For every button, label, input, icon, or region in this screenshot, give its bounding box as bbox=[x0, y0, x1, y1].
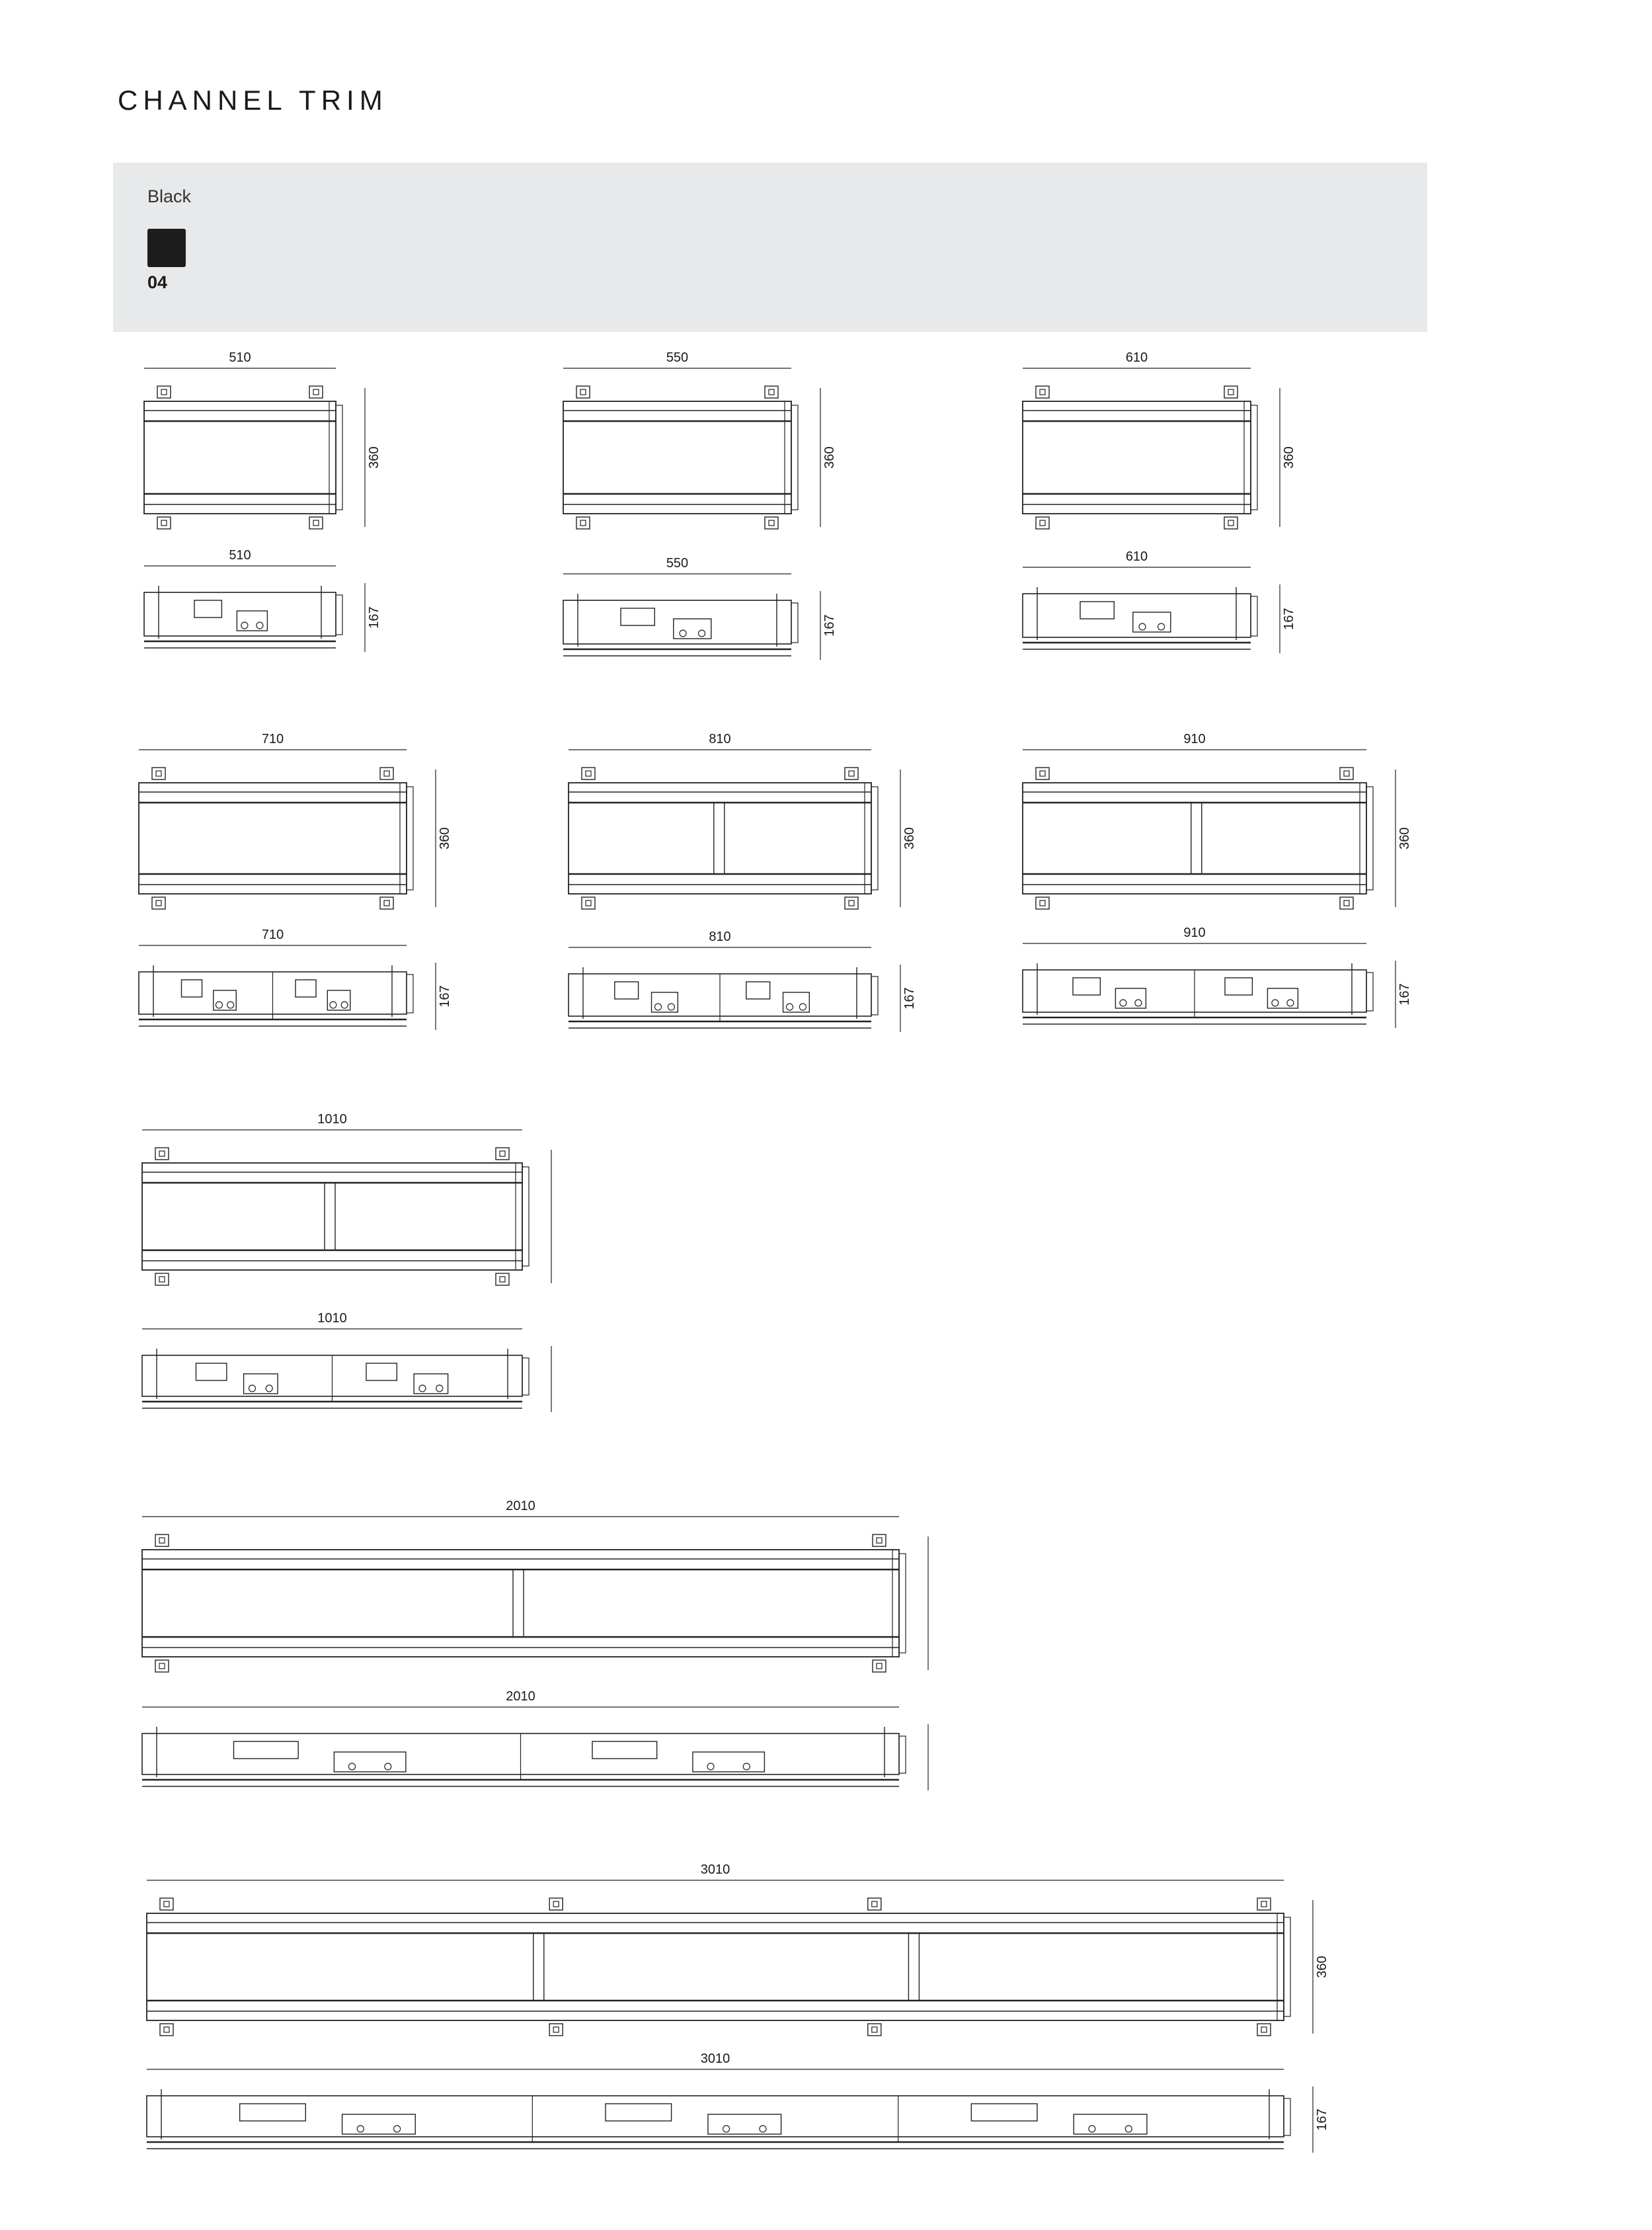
drawing-hole bbox=[680, 630, 686, 637]
drawing-hole bbox=[1139, 623, 1146, 630]
dimension-width-label: 2010 bbox=[506, 1689, 535, 1704]
drawing-rect bbox=[496, 1273, 509, 1285]
dimension-height-label: 360 bbox=[1282, 446, 1296, 469]
top-view-2010 bbox=[142, 1499, 928, 1672]
drawing-rect bbox=[871, 787, 878, 890]
top-view-610 bbox=[1023, 350, 1296, 529]
drawing-hole bbox=[394, 2126, 401, 2132]
drawing-rect bbox=[1257, 2024, 1271, 2036]
drawing-rect bbox=[1284, 1917, 1290, 2016]
drawing-rect bbox=[871, 976, 878, 1015]
drawing-hole bbox=[249, 1385, 255, 1392]
finish-code: 04 bbox=[147, 272, 168, 292]
dimension-height-label: 360 bbox=[438, 827, 452, 850]
drawing-rect bbox=[164, 2027, 169, 2032]
drawing-rect bbox=[139, 783, 407, 894]
drawing-hole bbox=[743, 1763, 750, 1770]
drawing-rect bbox=[674, 619, 711, 639]
drawing-rect bbox=[868, 2024, 881, 2036]
drawing-rect bbox=[849, 771, 854, 776]
drawing-rect bbox=[156, 900, 161, 906]
drawing-rect bbox=[1074, 2114, 1147, 2134]
drawing-rect bbox=[621, 608, 654, 625]
top-view-1010 bbox=[142, 1112, 551, 1285]
drawing-rect bbox=[161, 520, 167, 526]
drawing-rect bbox=[147, 2096, 1284, 2137]
drawing-rect bbox=[1080, 602, 1114, 619]
drawing-hole bbox=[1089, 2126, 1095, 2132]
side-view-3010 bbox=[147, 2051, 1329, 2153]
dimension-height-label: 360 bbox=[902, 827, 917, 850]
drawing-rect bbox=[606, 2104, 672, 2121]
drawing-hole bbox=[266, 1385, 272, 1392]
dimension-width-label: 810 bbox=[709, 930, 731, 944]
drawing-rect bbox=[1366, 973, 1373, 1011]
dimension-width-label: 610 bbox=[1125, 350, 1148, 365]
drawing-rect bbox=[586, 771, 591, 776]
drawing-rect bbox=[1228, 389, 1234, 395]
drawing-hole bbox=[419, 1385, 426, 1392]
drawing-rect bbox=[615, 982, 639, 999]
drawing-rect bbox=[384, 900, 389, 906]
dimension-height-label: 360 bbox=[1397, 827, 1412, 850]
drawing-rect bbox=[746, 982, 770, 999]
drawing-rect bbox=[769, 389, 774, 395]
drawing-rect bbox=[971, 2104, 1037, 2121]
drawing-rect bbox=[313, 520, 319, 526]
dimension-height-label: 167 bbox=[438, 985, 452, 1008]
drawing-rect bbox=[160, 1898, 173, 1910]
drawing-rect bbox=[576, 517, 590, 529]
top-view-810 bbox=[569, 732, 917, 909]
drawing-hole bbox=[241, 622, 248, 629]
drawing-rect bbox=[1115, 988, 1146, 1008]
drawing-rect bbox=[899, 1554, 906, 1653]
top-view-710 bbox=[139, 732, 452, 909]
drawing-hole bbox=[668, 1004, 674, 1010]
drawing-rect bbox=[1261, 1901, 1267, 1907]
drawing-rect bbox=[159, 1663, 165, 1669]
side-view-710 bbox=[139, 928, 452, 1030]
drawing-rect bbox=[152, 897, 165, 909]
drawing-hole bbox=[216, 1002, 222, 1008]
drawing-hole bbox=[760, 2126, 766, 2132]
drawing-rect bbox=[1040, 389, 1045, 395]
drawing-rect bbox=[1344, 900, 1349, 906]
drawing-rect bbox=[592, 1741, 657, 1759]
drawing-rect bbox=[342, 2114, 416, 2134]
drawing-rect bbox=[522, 1358, 529, 1395]
drawing-rect bbox=[1284, 2098, 1290, 2135]
drawing-rect bbox=[1023, 594, 1251, 637]
side-view-510 bbox=[144, 548, 381, 652]
dimension-height-label: 360 bbox=[1315, 1956, 1329, 1978]
drawing-rect bbox=[1023, 783, 1366, 894]
drawing-rect bbox=[877, 1538, 882, 1543]
drawing-rect bbox=[1344, 771, 1349, 776]
dimension-width-label: 3010 bbox=[700, 1862, 730, 1877]
drawing-rect bbox=[159, 1151, 165, 1156]
drawing-hole bbox=[786, 1004, 793, 1010]
drawing-hole bbox=[707, 1763, 714, 1770]
drawing-hole bbox=[357, 2126, 364, 2132]
drawing-rect bbox=[182, 980, 202, 997]
drawing-hole bbox=[349, 1763, 356, 1770]
drawing-rect bbox=[336, 405, 342, 510]
side-view-810 bbox=[569, 930, 917, 1032]
dimension-width-label: 3010 bbox=[700, 2051, 730, 2066]
top-view-910 bbox=[1023, 732, 1412, 909]
drawing-hole bbox=[1158, 623, 1165, 630]
side-view-910 bbox=[1023, 926, 1412, 1028]
drawing-rect bbox=[582, 768, 595, 779]
drawing-rect bbox=[240, 2104, 306, 2121]
dimension-width-label: 2010 bbox=[506, 1499, 535, 1513]
side-view-610 bbox=[1023, 549, 1296, 653]
drawing-rect bbox=[155, 1660, 169, 1672]
drawing-rect bbox=[522, 1167, 529, 1266]
finish-label: Black bbox=[147, 186, 192, 206]
dimension-height-label: 167 bbox=[1397, 983, 1412, 1006]
drawing-rect bbox=[159, 1538, 165, 1543]
drawing-rect bbox=[899, 1736, 906, 1773]
drawing-rect bbox=[160, 2024, 173, 2036]
drawing-rect bbox=[295, 980, 316, 997]
drawing-rect bbox=[155, 1148, 169, 1160]
drawing-rect bbox=[791, 603, 798, 643]
drawing-hole bbox=[1272, 1000, 1278, 1006]
drawing-rect bbox=[1224, 517, 1238, 529]
top-view-510 bbox=[144, 350, 381, 529]
dimension-height-label: 360 bbox=[367, 446, 381, 469]
drawing-rect bbox=[380, 768, 393, 779]
dimension-height-label: 360 bbox=[822, 446, 837, 469]
drawing-hole bbox=[1287, 1000, 1294, 1006]
drawing-rect bbox=[142, 1163, 522, 1270]
drawing-rect bbox=[1036, 517, 1049, 529]
drawing-rect bbox=[144, 592, 336, 636]
drawing-rect bbox=[414, 1374, 448, 1394]
drawing-rect bbox=[156, 771, 161, 776]
dimension-width-label: 550 bbox=[666, 350, 689, 365]
drawing-rect bbox=[496, 1148, 509, 1160]
dimension-width-label: 1010 bbox=[317, 1112, 347, 1127]
drawing-rect bbox=[849, 900, 854, 906]
drawing-hole bbox=[330, 1002, 336, 1008]
drawing-rect bbox=[1224, 386, 1238, 398]
drawing-rect bbox=[164, 1901, 169, 1907]
drawing-rect bbox=[1251, 405, 1257, 510]
drawing-rect bbox=[1366, 787, 1373, 890]
drawing-rect bbox=[877, 1663, 882, 1669]
drawing-rect bbox=[336, 595, 342, 635]
drawing-rect bbox=[563, 401, 791, 514]
drawing-hole bbox=[1125, 2126, 1132, 2132]
drawing-rect bbox=[549, 2024, 563, 2036]
top-view-3010 bbox=[147, 1862, 1329, 2036]
drawing-rect bbox=[152, 768, 165, 779]
drawing-hole bbox=[723, 2126, 730, 2132]
drawing-rect bbox=[155, 1534, 169, 1546]
drawing-rect bbox=[161, 389, 167, 395]
drawing-rect bbox=[868, 1898, 881, 1910]
drawing-rect bbox=[1261, 2027, 1267, 2032]
drawing-rect bbox=[234, 1741, 299, 1759]
drawing-rect bbox=[384, 771, 389, 776]
drawing-hole bbox=[385, 1763, 391, 1770]
drawing-rect bbox=[1073, 978, 1100, 995]
drawing-rect bbox=[873, 1534, 886, 1546]
drawing-rect bbox=[580, 389, 586, 395]
drawing-rect bbox=[765, 386, 778, 398]
drawing-rect bbox=[845, 768, 858, 779]
drawing-rect bbox=[765, 517, 778, 529]
drawing-rect bbox=[1267, 988, 1298, 1008]
drawing-rect bbox=[500, 1277, 505, 1282]
drawing-rect bbox=[1340, 768, 1353, 779]
dimension-width-label: 910 bbox=[1183, 732, 1206, 746]
drawing-rect bbox=[1040, 520, 1045, 526]
drawing-rect bbox=[155, 1273, 169, 1285]
dimension-width-label: 510 bbox=[229, 548, 251, 563]
dimension-width-label: 810 bbox=[709, 732, 731, 746]
drawing-hole bbox=[1135, 1000, 1142, 1006]
drawing-rect bbox=[1225, 978, 1252, 995]
drawing-rect bbox=[380, 897, 393, 909]
top-view-550 bbox=[563, 350, 837, 529]
drawing-rect bbox=[845, 897, 858, 909]
dimension-width-label: 510 bbox=[229, 350, 251, 365]
drawing-rect bbox=[580, 520, 586, 526]
drawing-rect bbox=[769, 520, 774, 526]
drawing-rect bbox=[194, 600, 221, 617]
drawing-hole bbox=[1120, 1000, 1126, 1006]
side-view-2010 bbox=[142, 1689, 928, 1790]
drawing-rect bbox=[1036, 897, 1049, 909]
drawing-rect bbox=[1040, 771, 1045, 776]
drawing-hole bbox=[654, 1004, 661, 1010]
drawing-rect bbox=[708, 2114, 781, 2134]
dimension-width-label: 610 bbox=[1125, 549, 1148, 564]
drawing-rect bbox=[144, 401, 336, 514]
drawing-rect bbox=[147, 1913, 1284, 2020]
dimension-height-label: 167 bbox=[1282, 608, 1296, 630]
dimension-height-label: 167 bbox=[902, 987, 917, 1010]
dimension-width-label: 910 bbox=[1183, 926, 1206, 940]
side-view-1010 bbox=[142, 1311, 551, 1412]
drawing-rect bbox=[244, 1374, 278, 1394]
drawing-rect bbox=[586, 900, 591, 906]
drawing-rect bbox=[1251, 596, 1257, 636]
drawing-hole bbox=[256, 622, 263, 629]
drawing-rect bbox=[334, 1752, 406, 1772]
page-title: CHANNEL TRIM bbox=[118, 85, 388, 116]
dimension-width-label: 710 bbox=[261, 732, 284, 746]
drawing-rect bbox=[366, 1363, 397, 1380]
drawing-hole bbox=[699, 630, 705, 637]
drawing-rect bbox=[196, 1363, 227, 1380]
drawing-rect bbox=[159, 1277, 165, 1282]
drawing-rect bbox=[1340, 897, 1353, 909]
drawing-rect bbox=[407, 975, 413, 1013]
drawing-rect bbox=[872, 1901, 877, 1907]
drawing-rect bbox=[309, 386, 323, 398]
drawing-rect bbox=[309, 517, 323, 529]
drawing-rect bbox=[1040, 900, 1045, 906]
drawing-rect bbox=[407, 787, 413, 890]
dimension-width-label: 550 bbox=[666, 556, 689, 571]
dimension-height-label: 167 bbox=[1315, 2108, 1329, 2131]
drawing-rect bbox=[549, 1898, 563, 1910]
drawing-hole bbox=[341, 1002, 348, 1008]
drawing-rect bbox=[576, 386, 590, 398]
drawing-rect bbox=[791, 405, 798, 510]
drawing-rect bbox=[569, 783, 871, 894]
drawing-rect bbox=[500, 1151, 505, 1156]
drawing-rect bbox=[582, 897, 595, 909]
drawing-rect bbox=[693, 1752, 765, 1772]
drawing-rect bbox=[1036, 768, 1049, 779]
drawing-rect bbox=[1228, 520, 1234, 526]
drawing-hole bbox=[227, 1002, 234, 1008]
drawing-rect bbox=[563, 600, 791, 644]
dimension-width-label: 710 bbox=[261, 928, 284, 942]
drawing-rect bbox=[237, 611, 267, 631]
drawing-rect bbox=[1036, 386, 1049, 398]
drawing-hole bbox=[436, 1385, 443, 1392]
drawing-rect bbox=[157, 517, 171, 529]
side-view-550 bbox=[563, 556, 837, 660]
drawing-rect bbox=[1257, 1898, 1271, 1910]
drawing-rect bbox=[872, 2027, 877, 2032]
drawing-rect bbox=[1023, 401, 1251, 514]
drawing-rect bbox=[157, 386, 171, 398]
drawing-rect bbox=[873, 1660, 886, 1672]
drawing-hole bbox=[799, 1004, 806, 1010]
drawing-rect bbox=[553, 2027, 559, 2032]
dimension-height-label: 167 bbox=[822, 614, 837, 637]
drawing-rect bbox=[142, 1550, 899, 1657]
drawing-rect bbox=[1133, 612, 1171, 632]
dimension-width-label: 1010 bbox=[317, 1311, 347, 1326]
dimension-height-label: 167 bbox=[367, 606, 381, 629]
drawing-rect bbox=[313, 389, 319, 395]
drawing-rect bbox=[553, 1901, 559, 1907]
